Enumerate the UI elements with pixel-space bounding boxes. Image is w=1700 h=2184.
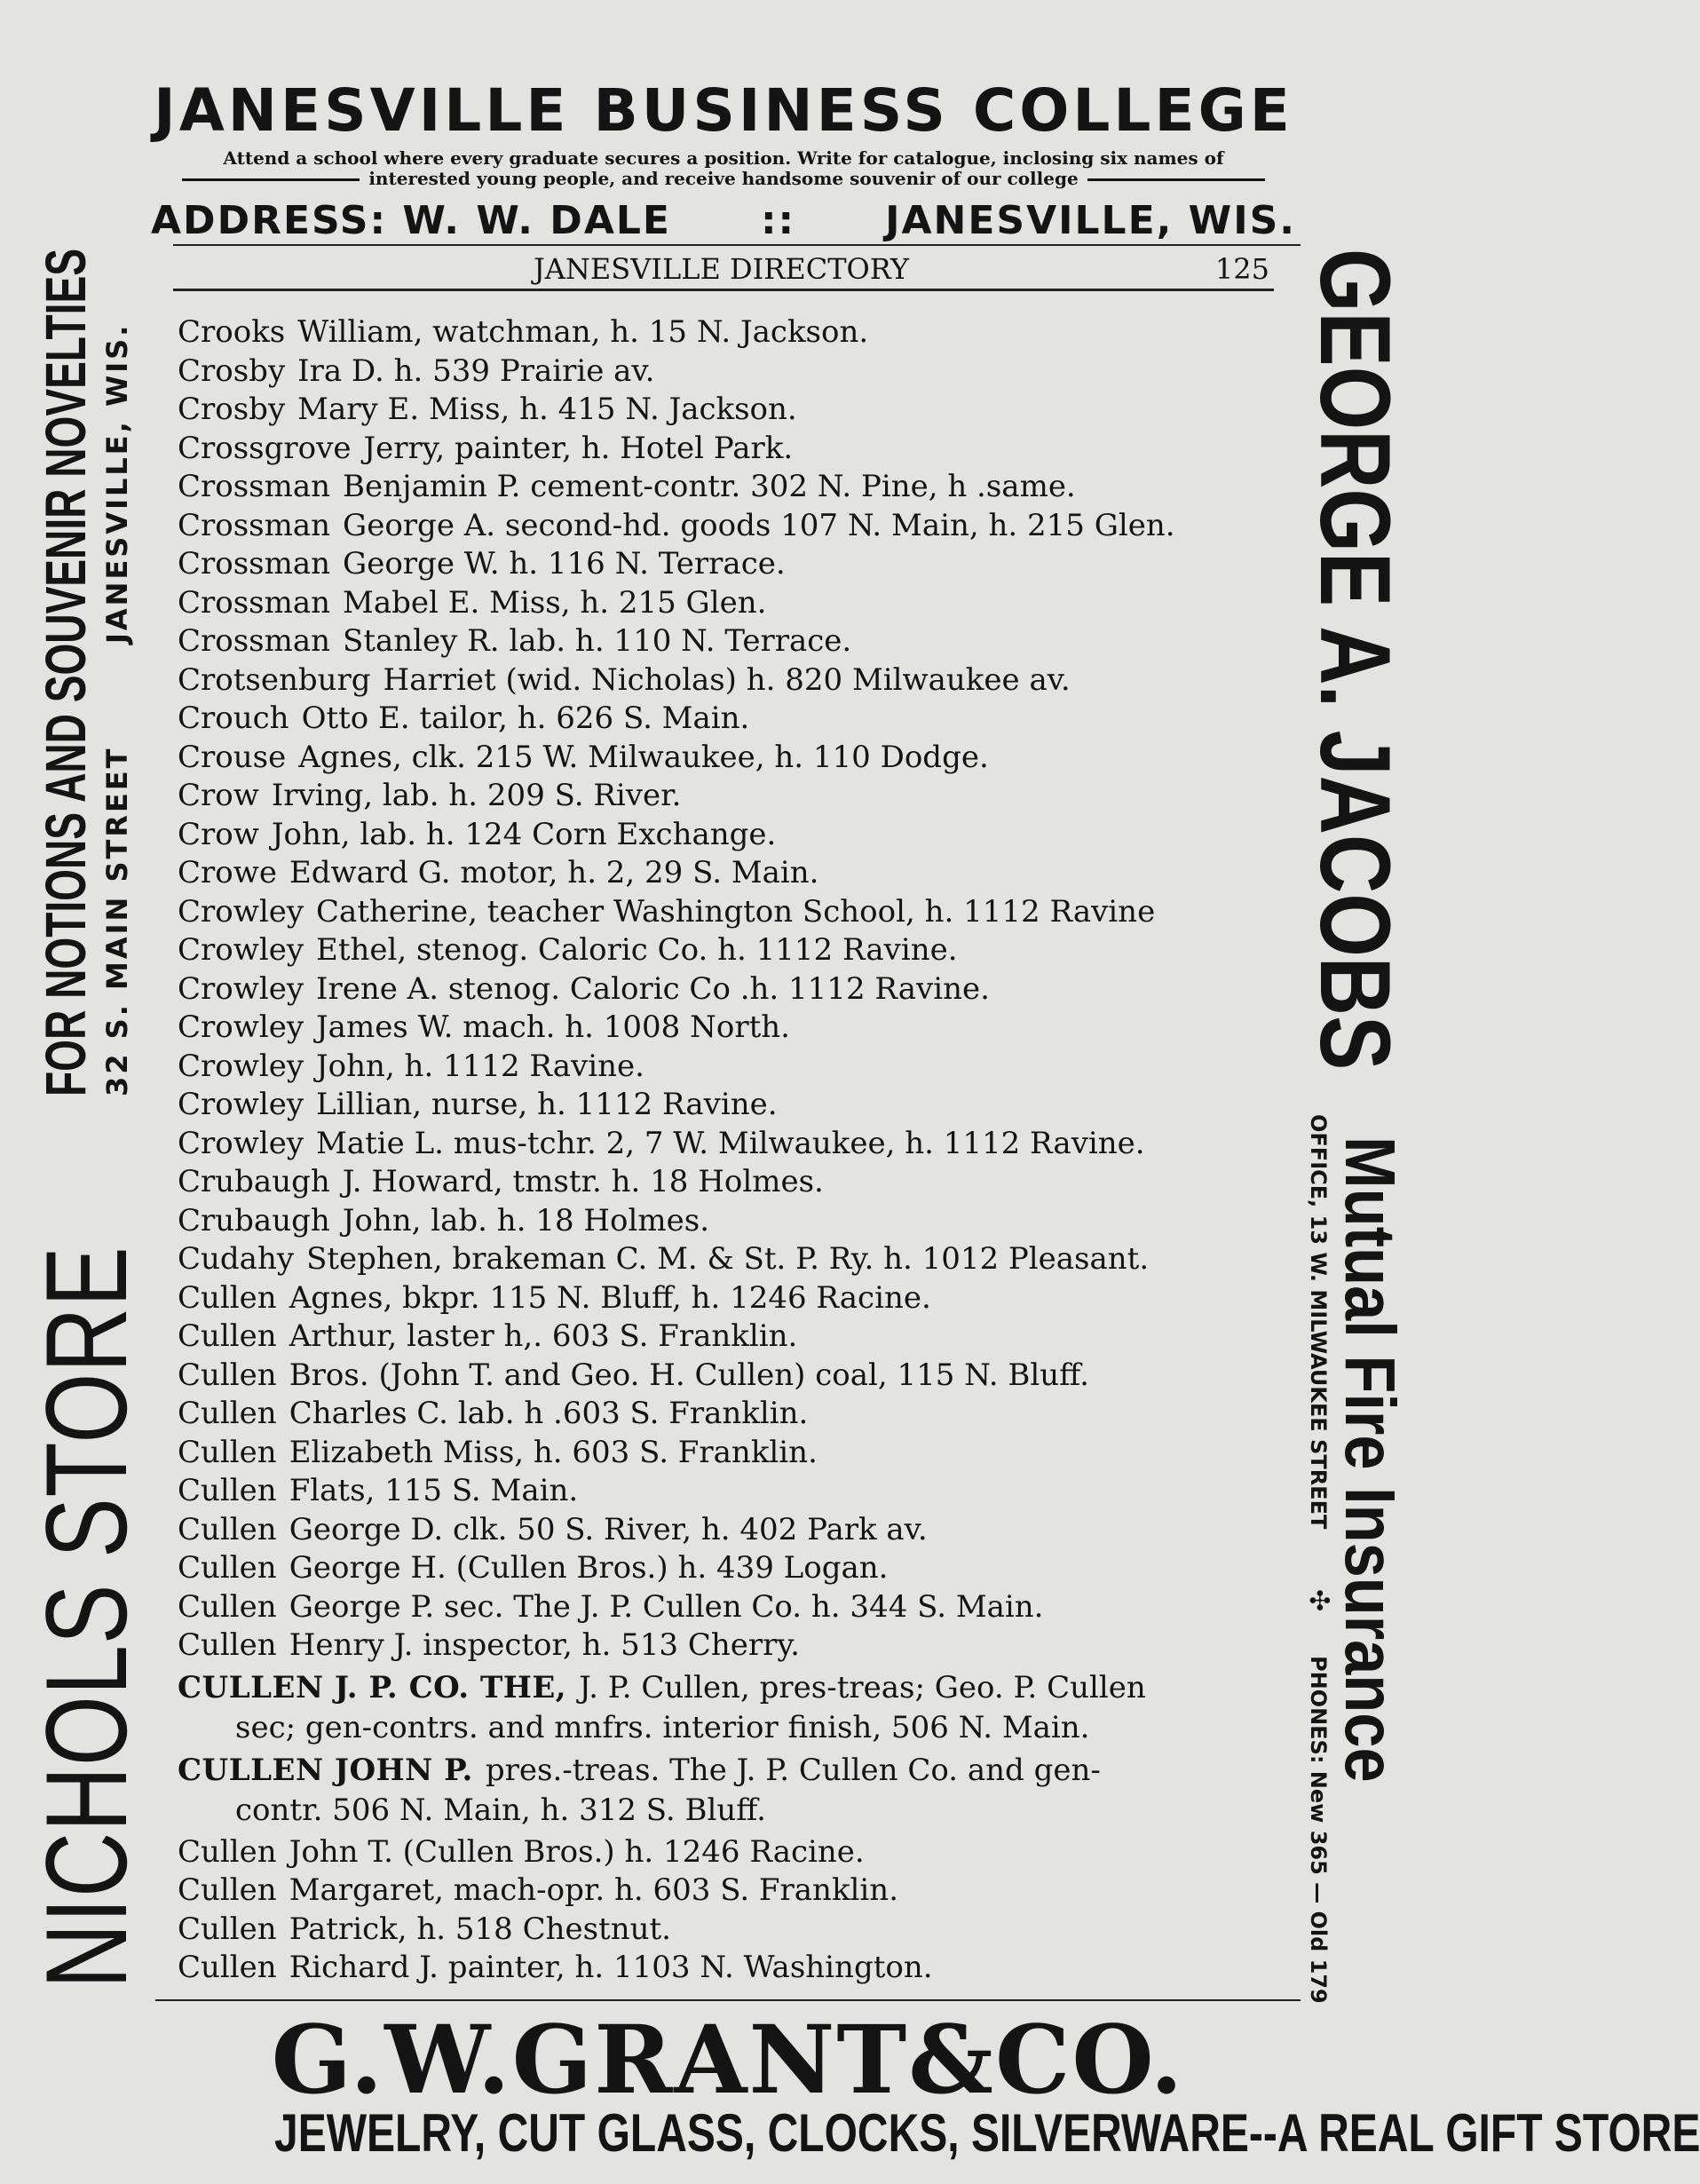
entry-details: Ira D. h. 539 Prairie av. (297, 352, 655, 389)
phone-numbers: PHONES: New 365 — Old 179 (1306, 1656, 1331, 2004)
entry-details: Richard J. painter, h. 1103 N. Washington. (289, 1950, 933, 1985)
entry-details: Stanley R. lab. h. 110 N. Terrace. (343, 623, 852, 659)
entry-details: pres.-treas. The J. P. Cullen Co. and gen- (485, 1752, 1101, 1788)
entry-details: George W. h. 116 N. Terrace. (343, 546, 786, 582)
directory-entry (178, 1202, 1301, 1241)
directory-entry-business (178, 1751, 1301, 1831)
entry-details: Mary E. Miss, h. 415 N. Jackson. (297, 392, 797, 427)
directory-entry (178, 1626, 1301, 1666)
entry-details: Mabel E. Miss, h. 215 Glen. (343, 584, 767, 621)
entry-details: Agnes, bkpr. 115 N. Bluff, h. 1246 Racine. (289, 1279, 931, 1316)
entry-surname: Crowley (178, 1087, 304, 1122)
directory-entry (178, 1086, 1301, 1125)
college-address-label: ADDRESS: W. W. DALE (151, 198, 671, 243)
entry-details: Bros. (John T. and Geo. H. Cullen) coal, 115 N. Bluff. (289, 1357, 1089, 1393)
entry-details: J. Howard, tmstr. h. 18 Holmes. (342, 1164, 824, 1199)
entry-surname: Crosby (178, 352, 286, 389)
ornament-icon: ✣ (1303, 1589, 1334, 1612)
entry-details: Catherine, teacher Washington School, h. 1112 Ravine (316, 893, 1156, 930)
directory-entry (178, 1048, 1301, 1087)
entry-surname: Crossman (178, 623, 331, 659)
entry-details: William, watchman, h. 15 N. Jackson. (297, 314, 869, 350)
grant-tagline: JEWELRY, CUT GLASS, CLOCKS, SILVERWARE--A REAL GIFT STORE (274, 2103, 1700, 2163)
directory-entry (178, 1240, 1301, 1279)
college-tagline-line1: Attend a school where every graduate secures a position. Write for catalogue, inclosing six names of (223, 147, 1224, 169)
directory-entry (178, 1009, 1301, 1048)
college-tagline (151, 148, 1296, 189)
directory-entry (178, 1511, 1301, 1550)
directory-entry (178, 1357, 1301, 1396)
directory-entry-business (178, 1668, 1301, 1748)
running-head-title: JANESVILLE DIRECTORY (533, 252, 910, 286)
directory-entry (178, 700, 1301, 739)
directory-entry (178, 970, 1301, 1009)
directory-entry (178, 1549, 1301, 1588)
entry-surname: Crubaugh (178, 1202, 330, 1238)
entry-surname: Crowley (178, 970, 304, 1007)
college-advertisement (151, 75, 1296, 246)
directory-entry (178, 1833, 1301, 1872)
entry-surname: Crotsenburg (178, 661, 371, 698)
entry-surname: Cullen (178, 1434, 277, 1470)
directory-entry (178, 1318, 1301, 1357)
directory-listing (178, 313, 1301, 1988)
directory-entry (178, 661, 1301, 700)
entry-details: Arthur, laster h,. 603 S. Franklin. (289, 1318, 798, 1354)
college-address (151, 196, 1296, 246)
directory-entry (178, 545, 1301, 584)
entry-surname: Crossgrove (178, 430, 352, 466)
insurance-label: Mutual Fire Insurance (1331, 1136, 1410, 1783)
entry-surname: Crossman (178, 546, 331, 582)
bottom-rule (155, 1999, 1301, 2001)
college-title: JANESVILLE BUSINESS COLLEGE (154, 76, 1293, 145)
entry-surname: Cullen (178, 1318, 277, 1354)
entry-details: James W. mach. h. 1008 North. (316, 1009, 790, 1045)
entry-details: George D. clk. 50 S. River, h. 402 Park av. (289, 1511, 928, 1547)
directory-entry (178, 313, 1301, 352)
entry-surname: Cullen (178, 1950, 277, 1985)
directory-entry (178, 1911, 1301, 1950)
office-address: OFFICE, 13 W. MILWAUKEE STREET (1306, 1114, 1331, 1530)
entry-surname: Crubaugh (178, 1164, 330, 1199)
directory-entry (178, 931, 1301, 970)
entry-surname: Cullen (178, 1279, 277, 1316)
directory-entry (178, 430, 1301, 469)
directory-entry (178, 391, 1301, 430)
entry-surname: Cullen (178, 1911, 277, 1947)
nichols-store-name: NICHOLS STORE (21, 1246, 151, 1989)
entry-surname: Cudahy (178, 1241, 295, 1277)
directory-entry (178, 1434, 1301, 1473)
entry-surname: Cullen (178, 1833, 277, 1870)
entry-surname: Crouch (178, 700, 289, 736)
entry-continuation: contr. 506 N. Main, h. 312 S. Bluff. (235, 1792, 766, 1828)
directory-entry (178, 1163, 1301, 1202)
entry-details: Otto E. tailor, h. 626 S. Main. (301, 700, 750, 736)
entry-details: Lillian, nurse, h. 1112 Ravine. (316, 1087, 778, 1122)
entry-details: Henry J. inspector, h. 513 Cherry. (289, 1627, 800, 1663)
entry-details: Elizabeth Miss, h. 603 S. Franklin. (289, 1434, 818, 1470)
entry-surname: Cullen (178, 1550, 277, 1586)
entry-surname: Crooks (178, 314, 286, 350)
entry-surname: Crossman (178, 469, 331, 504)
directory-entry (178, 352, 1301, 392)
entry-details: Charles C. lab. h .603 S. Franklin. (289, 1396, 809, 1431)
entry-details: John, h. 1112 Ravine. (316, 1048, 644, 1084)
directory-entry (178, 1395, 1301, 1434)
college-city: JANESVILLE, WIS. (885, 198, 1296, 243)
entry-details: J. P. Cullen, pres-treas; Geo. P. Cullen (579, 1669, 1146, 1705)
entry-details: Benjamin P. cement-contr. 302 N. Pine, h .same. (343, 469, 1076, 504)
directory-entry (178, 893, 1301, 932)
entry-surname: CULLEN J. P. CO. THE, (178, 1669, 567, 1705)
entry-details: Edward G. motor, h. 2, 29 S. Main. (289, 855, 819, 890)
entry-surname: Crowley (178, 1048, 304, 1084)
nichols-store-advertisement (21, 240, 151, 1989)
directory-entry (178, 1949, 1301, 1988)
entry-details: Irving, lab. h. 209 S. River. (271, 778, 682, 813)
directory-entry (178, 584, 1301, 623)
entry-details: George A. second-hd. goods 107 N. Main, h. 215 Glen. (343, 507, 1175, 543)
entry-surname: Crowley (178, 932, 304, 968)
nichols-store-details (34, 0, 134, 1096)
entry-details: Patrick, h. 518 Chestnut. (289, 1911, 671, 1947)
entry-surname: Crow (178, 816, 259, 852)
entry-surname: Crosby (178, 392, 286, 427)
jacobs-name: GEORGE A. JACOBS (1300, 249, 1411, 1071)
directory-entry (178, 468, 1301, 507)
entry-surname: Cullen (178, 1627, 277, 1663)
directory-entry (178, 816, 1301, 855)
entry-details: Jerry, painter, h. Hotel Park. (363, 430, 794, 466)
nichols-store-street: 32 S. MAIN STREET (100, 746, 134, 1096)
college-tagline-line2: interested young people, and receive handsome souvenir of our college (151, 169, 1296, 189)
entry-details: John T. (Cullen Bros.) h. 1246 Racine. (289, 1833, 865, 1870)
entry-continuation: sec; gen-contrs. and mnfrs. interior finish, 506 N. Main. (235, 1709, 1090, 1745)
page-number: 125 (1214, 252, 1269, 286)
entry-details: Irene A. stenog. Caloric Co .h. 1112 Ravine. (316, 970, 990, 1007)
entry-surname: Crowe (178, 855, 277, 890)
entry-surname: Crowley (178, 1009, 304, 1045)
head-rule (173, 289, 1274, 291)
entry-details: Agnes, clk. 215 W. Milwaukee, h. 110 Dodge. (298, 739, 989, 775)
nichols-store-tagline: FOR NOTIONS AND SOUVENIR NOVELTIES (34, 249, 98, 1096)
entry-surname: Cullen (178, 1872, 277, 1908)
entry-surname: Cullen (178, 1357, 277, 1393)
directory-entry (178, 1472, 1301, 1511)
directory-entry (178, 1125, 1301, 1164)
directory-entry (178, 739, 1301, 778)
entry-surname: Crossman (178, 507, 331, 543)
grant-company-name: G.W.GRANT&CO. (271, 2004, 1185, 2115)
entry-surname: Crowley (178, 893, 304, 930)
directory-entry (178, 1279, 1301, 1318)
entry-surname: Crowley (178, 1125, 304, 1161)
entry-details: Flats, 115 S. Main. (289, 1473, 579, 1508)
entry-details: Margaret, mach-opr. h. 603 S. Franklin. (289, 1872, 898, 1908)
entry-surname: CULLEN JOHN P. (178, 1752, 473, 1788)
directory-entry (178, 1871, 1301, 1911)
entry-surname: Crouse (178, 739, 287, 775)
entry-surname: Cullen (178, 1511, 277, 1547)
entry-details: George P. sec. The J. P. Cullen Co. h. 344 S. Main. (289, 1588, 1044, 1625)
directory-entry (178, 622, 1301, 661)
entry-details: Matie L. mus-tchr. 2, 7 W. Milwaukee, h. 1112 Ravine. (316, 1125, 1145, 1161)
entry-details: John, lab. h. 124 Corn Exchange. (271, 816, 777, 852)
entry-details: John, lab. h. 18 Holmes. (342, 1202, 709, 1238)
nichols-store-city: JANESVILLE, WIS. (100, 322, 134, 644)
directory-entry (178, 777, 1301, 816)
entry-surname: Cullen (178, 1396, 277, 1431)
top-rule (173, 244, 1301, 246)
college-address-separator: :: (760, 198, 796, 243)
directory-entry (178, 854, 1301, 893)
entry-details: Harriet (wid. Nicholas) h. 820 Milwaukee av. (383, 661, 1071, 698)
entry-surname: Cullen (178, 1588, 277, 1625)
directory-entry (178, 507, 1301, 546)
entry-surname: Crossman (178, 584, 331, 621)
entry-details: Ethel, stenog. Caloric Co. h. 1112 Ravine. (316, 932, 958, 968)
directory-entry (178, 1588, 1301, 1627)
entry-details: Stephen, brakeman C. M. & St. P. Ry. h. 1012 Pleasant. (306, 1241, 1150, 1277)
entry-surname: Crow (178, 778, 259, 813)
entry-details: George H. (Cullen Bros.) h. 439 Logan. (289, 1550, 889, 1586)
entry-surname: Cullen (178, 1473, 277, 1508)
jacobs-insurance-advertisement (1296, 249, 1411, 2004)
